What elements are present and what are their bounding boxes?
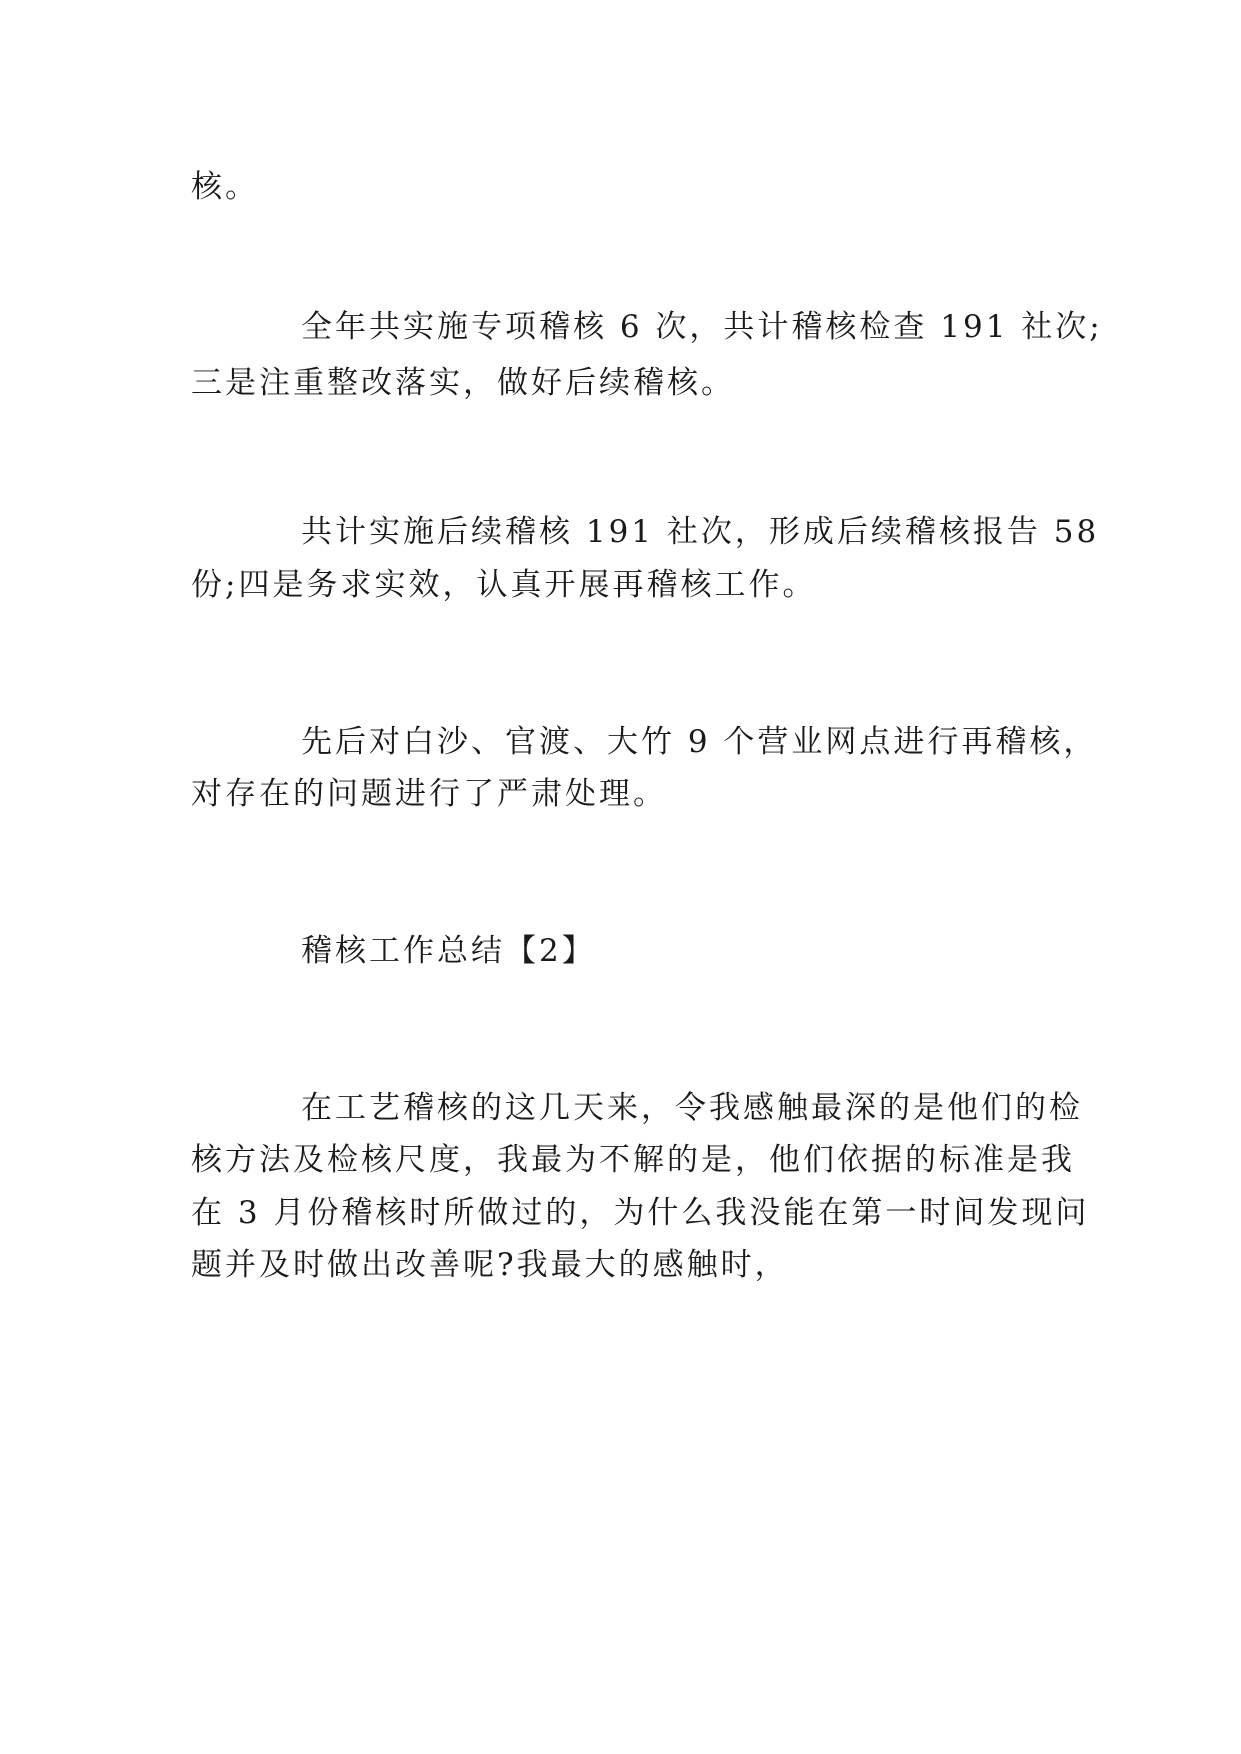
paragraph-6-line-2: 核方法及检核尺度，我最为不解的是，他们依据的标准是我 [191,1142,1075,1178]
paragraph-6-line-4: 题并及时做出改善呢?我最大的感触时， [191,1247,789,1283]
paragraph-6-line-3: 在 3 月份稽核时所做过的，为什么我没能在第一时间发现问 [191,1195,1090,1231]
section-heading: 稽核工作总结【2】 [301,933,596,969]
paragraph-2-line-2: 三是注重整改落实，做好后续稽核。 [191,365,735,401]
paragraph-2-line-1: 全年共实施专项稽核 6 次，共计稽核检查 191 社次; [301,309,1103,345]
paragraph-6-line-1: 在工艺稽核的这几天来，令我感触最深的是他们的检 [301,1090,1083,1126]
paragraph-1-line-1: 核。 [191,169,259,205]
paragraph-4-line-2: 对存在的问题进行了严肃处理。 [191,776,667,812]
paragraph-4-line-1: 先后对白沙、官渡、大竹 9 个营业网点进行再稽核， [301,724,1098,760]
paragraph-3-line-2: 份;四是务求实效，认真开展再稽核工作。 [191,567,817,603]
paragraph-3-line-1: 共计实施后续稽核 191 社次，形成后续稽核报告 58 [301,514,1100,550]
